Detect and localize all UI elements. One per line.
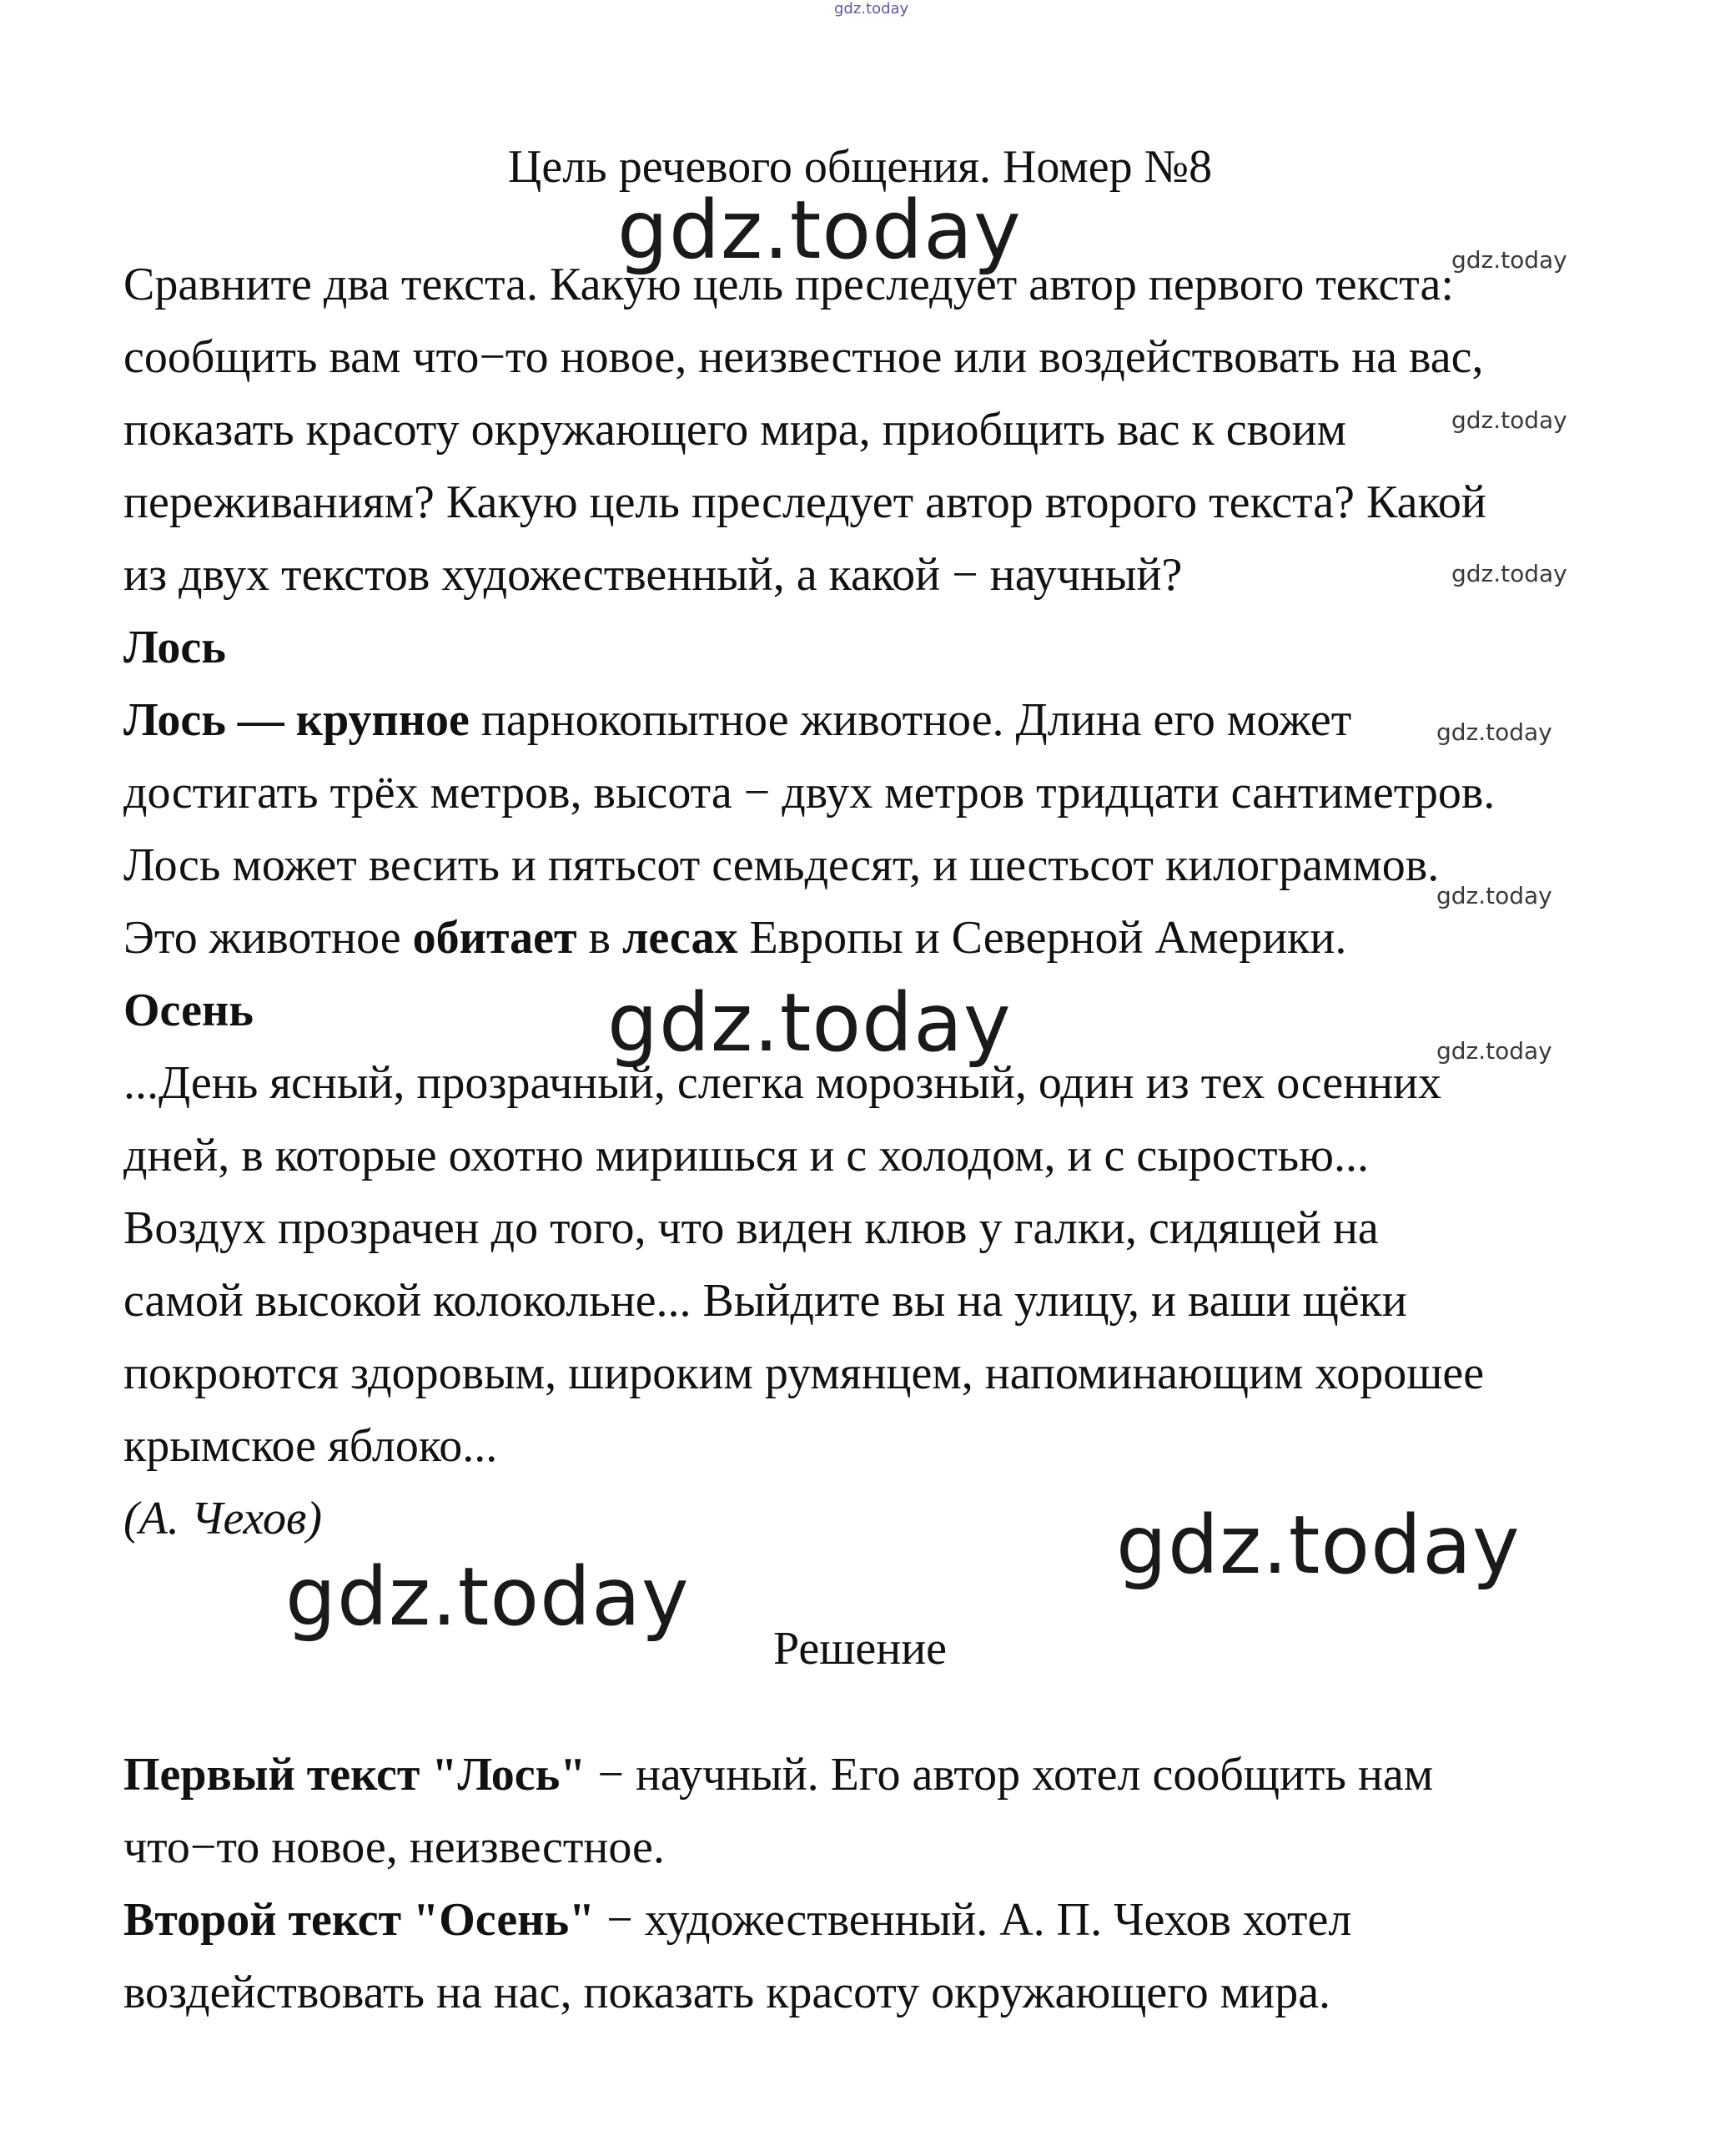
bold-word: лесах	[621, 912, 738, 964]
solution-heading: Решение	[772, 1623, 948, 1675]
text-line: крымское яблоко...	[123, 1420, 498, 1472]
page-title: Цель речевого общения. Номер №8	[507, 141, 1213, 193]
watermark-small: gdz.today	[1436, 1037, 1552, 1065]
text-line: − художественный. А. П. Чехов хотел	[595, 1894, 1352, 1946]
watermark-small: gdz.today	[1436, 718, 1552, 746]
text-moose	[123, 612, 1625, 975]
text-line: ...День ясный, прозрачный, слегка морозный, один из тех осенних	[123, 1057, 1442, 1109]
text-fragment: Это животное	[123, 912, 413, 964]
watermark-large: gdz.today	[1116, 1499, 1521, 1592]
watermark-small: gdz.today	[1451, 246, 1567, 274]
watermark-large: gdz.today	[607, 976, 1012, 1070]
text-line: парнокопытное животное. Длина его может	[469, 694, 1352, 746]
task-line: показать красоту окружающего мира, приобщить вас к своим	[123, 404, 1347, 456]
text-line: покроются здоровым, широким румянцем, напоминающим хорошее	[123, 1348, 1485, 1399]
task-text	[123, 246, 1625, 612]
text-line: самой высокой колокольне... Выйдите вы на улицу, и ваши щёки	[123, 1275, 1407, 1327]
bold-phrase: Первый текст "Лось"	[123, 1749, 586, 1801]
watermark-large: gdz.today	[285, 1550, 690, 1644]
watermark-small: gdz.today	[1451, 560, 1567, 587]
bold-word: обитает	[412, 912, 577, 964]
task-line: переживаниям? Какую цель преследует автор второго текста? Какой	[123, 476, 1486, 528]
text-line: что−то новое, неизвестное.	[123, 1821, 665, 1873]
text-heading: Осень	[123, 985, 254, 1036]
text-autumn	[123, 975, 1625, 1555]
bold-phrase: Второй текст "Осень"	[123, 1894, 596, 1946]
task-line: сообщить вам что−то новое, неизвестное или воздействовать на вас,	[123, 331, 1484, 383]
solution-text	[123, 1739, 1625, 2029]
text-fragment: в	[576, 912, 622, 964]
text-fragment: Европы и Северной Америки.	[737, 912, 1347, 964]
watermark-small: gdz.today	[1451, 406, 1567, 434]
watermark-top: gdz.today	[834, 0, 909, 18]
watermark-small: gdz.today	[1436, 882, 1552, 909]
text-line: дней, в которые охотно миришься и с холодом, и с сыростью...	[123, 1130, 1369, 1181]
text-line: достигать трёх метров, высота − двух метров тридцати сантиметров.	[123, 767, 1496, 819]
text-line: воздействовать на нас, показать красоту окружающего мира.	[123, 1967, 1331, 2018]
text-line: Воздух прозрачен до того, что виден клюв у галки, сидящей на	[123, 1202, 1379, 1254]
task-line: Сравните два текста. Какую цель преследует автор первого текста:	[123, 259, 1454, 310]
task-line: из двух текстов художественный, а какой − научный?	[123, 549, 1183, 601]
text-heading: Лось	[123, 622, 226, 673]
watermark-large: gdz.today	[617, 184, 1022, 277]
bold-phrase: Лось — крупное	[123, 694, 470, 746]
text-line: − научный. Его автор хотел сообщить нам	[586, 1749, 1434, 1801]
author-attribution: (А. Чехов)	[123, 1493, 322, 1544]
text-line: Лось может весить и пятьсот семьдесят, и шестьсот килограммов.	[123, 839, 1440, 891]
